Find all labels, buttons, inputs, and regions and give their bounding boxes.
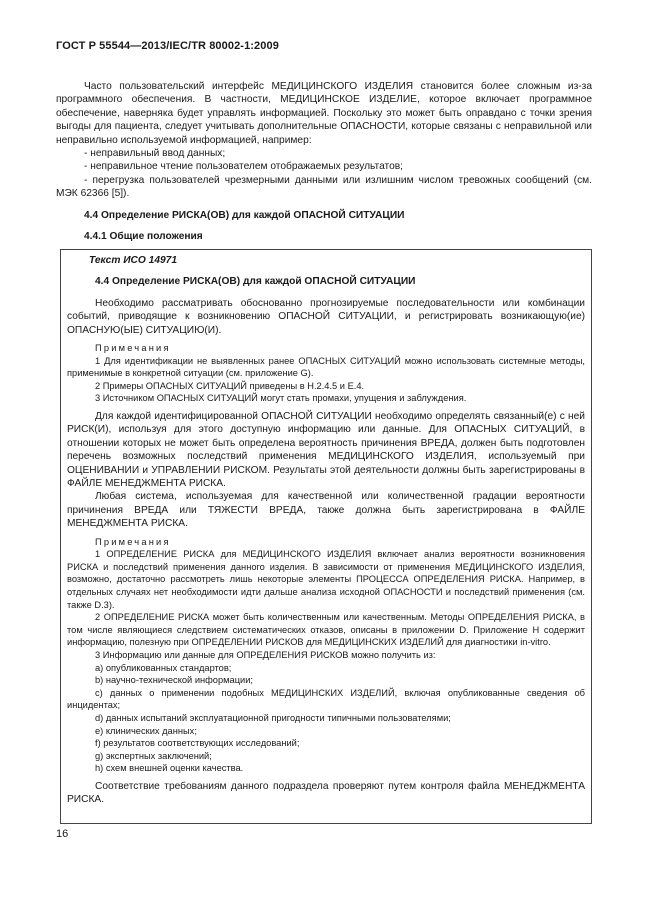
note-list-item: d) данных испытаний эксплуатационной пригодности типичными пользователями; <box>95 712 451 723</box>
intro-list-item: - неправильный ввод данных; <box>84 148 226 160</box>
note-list-item: a) опубликованных стандартов; <box>95 662 232 673</box>
box-paragraph: Соответствие требованиям данного подраздела проверяют путем контроля файла МЕНЕДЖМЕНТА РИСКА. <box>67 780 585 806</box>
section-heading: 4.4 Определение РИСКА(ОВ) для каждой ОПАСНОЙ СИТУАЦИИ <box>84 209 405 221</box>
intro-list-item: - перегрузка пользователей чрезмерными данными или излишним числом тревожных сообщений (см. МЭК 62366 [5]). <box>56 174 592 200</box>
note-list-item: f) результатов соответствующих исследований; <box>95 738 300 749</box>
box-paragraph: Любая система, используемая для качественной или количественной градации вероятности причинения ВРЕДА или ТЯЖЕСТИ ВРЕДА, также должна быть зарегистрирована в ФАЙЛЕ МЕНЕДЖМЕНТА РИСКА. <box>67 491 585 530</box>
intro-list-item: - неправильное чтение пользователем отображаемых результатов; <box>84 161 404 173</box>
note-list-item: c) данных о применении подобных МЕДИЦИНСКИХ ИЗДЕЛИЙ, включая опубликованные сведения об инцидентах; <box>67 687 585 711</box>
box-paragraph: Для каждой идентифицированной ОПАСНОЙ СИТУАЦИИ необходимо определять связанный(е) с ней РИСК(И), используя для этого доступную информацию или данные. Для ОПАСНЫХ СИТУАЦИЙ, в отношении которых не может быть определена вероятность причинения ВРЕДА, должен быть подготовлен перечень возможных последствий применения МЕДИЦИНСКОГО ИЗДЕЛИЯ, используемый при ОЦЕНИВАНИИ и УПРАВЛЕНИИ РИСКОМ. Результаты этой деятельности должны быть зарегистрированы в ФАЙЛЕ МЕНЕДЖМЕНТА РИСКА. <box>67 411 585 490</box>
iso-quote-box <box>60 249 592 824</box>
subsection-heading: 4.4.1 Общие положения <box>84 231 203 243</box>
note-item: 3 Информацию или данные для ОПРЕДЕЛЕНИЯ РИСКОВ можно получить из: <box>95 650 436 660</box>
note-item: 1 ОПРЕДЕЛЕНИЕ РИСКА для МЕДИЦИНСКОГО ИЗДЕЛИЯ включает анализ вероятности возникновения РИСКА и последствий применения данного изделия. В зависимости от применения МЕДИЦИНСКОГО ИЗДЕЛИЯ, возможно, достаточно рассмотреть лишь некоторые элементы ПРОЦЕССА ОПРЕДЕЛЕНИЯ РИСКА. Например, в отдельных случаях нет необходимости идти дальше анализа исходной ОПАСНОСТИ и последствий применения (см. также D.3). <box>67 549 585 610</box>
intro-paragraph: Часто пользовательский интерфейс МЕДИЦИНСКОГО ИЗДЕЛИЯ становится более сложным из-за программного обеспечения. В частности, МЕДИЦИНСКОЕ ИЗДЕЛИЕ, которое включает программное обеспечение, наверняка будет управлять информацией. Поскольку это может быть оправдано с точки зрения выгоды для пациента, следует учитывать дополнительные ОПАСНОСТИ, которые связаны с неправильной или неправильно используемой информацией, например: <box>56 81 592 146</box>
page-number: 16 <box>56 828 69 840</box>
note-item: 2 ОПРЕДЕЛЕНИЕ РИСКА может быть количественным или качественным. Методы ОПРЕДЕЛЕНИЯ РИСКА, в том числе являющиеся следствием систематических отказов, описаны в приложении D. Приложение H содержит информацию, полезную при ОПРЕДЕЛЕНИИ РИСКОВ для МЕДИЦИНСКИХ ИЗДЕЛИЙ для диагностики in-vitro. <box>67 612 585 648</box>
note-item: 3 Источником ОПАСНЫХ СИТУАЦИЙ могут стать промахи, упущения и заблуждения. <box>95 393 467 404</box>
box-heading: 4.4 Определение РИСКА(ОВ) для каждой ОПАСНОЙ СИТУАЦИИ <box>95 276 416 288</box>
box-paragraph: Необходимо рассматривать обоснованно прогнозируемые последовательности или комбинации событий, приводящие к возникновению ОПАСНОЙ СИТУАЦИИ, и регистрировать возникающую(ие) ОПАСНУЮ(ЫЕ) СИТУАЦИЮ(И). <box>67 297 585 336</box>
intro-section <box>56 80 592 243</box>
note-item: 2 Примеры ОПАСНЫХ СИТУАЦИЙ приведены в H.2.4.5 и E.4. <box>95 380 365 391</box>
notes-label: Примечания <box>95 343 171 354</box>
document-header: ГОСТ Р 55544—2013/IEC/TR 80002-1:2009 <box>56 40 279 52</box>
note-list-item: e) клинических данных; <box>95 725 197 736</box>
note-list-item: g) экспертных заключений; <box>95 750 212 761</box>
notes-label: Примечания <box>95 536 171 547</box>
note-list-item: b) научно-технической информации; <box>95 675 253 686</box>
box-title: Текст ИСО 14971 <box>89 255 177 266</box>
note-item: 1 Для идентификации не выявленных ранее ОПАСНЫХ СИТУАЦИЙ можно использовать системные методы, применимые в конкретной ситуации (см. приложение G). <box>67 355 585 379</box>
note-list-item: h) схем внешней оценки качества. <box>95 763 244 774</box>
